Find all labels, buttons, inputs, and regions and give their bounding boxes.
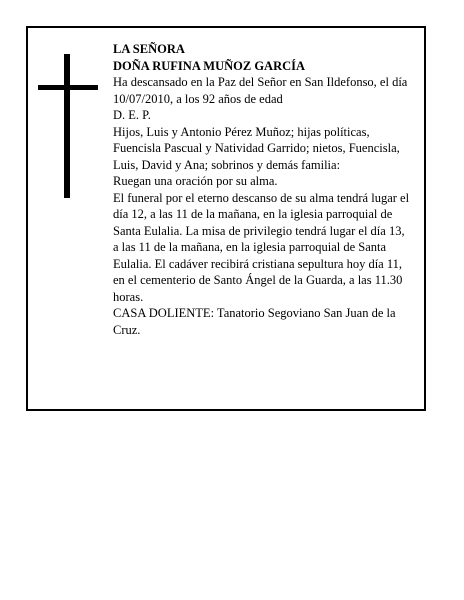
deceased-name: DOÑA RUFINA MUÑOZ GARCÍA [113,58,306,73]
death-announcement: Ha descansado en la Paz del Señor en San Ildefonso, el día 10/07/2010, a los 92 años de edad [113,75,408,106]
cross-horizontal-bar [38,85,98,90]
heading-title: LA SEÑORA [113,42,185,56]
funeral-details: El funeral por el eterno descanso de su alma tendrá lugar el día 12, a las 11 de la mañana, en la iglesia parroquial de Santa Eulalia. La misa de privilegio tendrá lugar el día 13, a las 11 de la mañana, en la iglesia parroquial de Santa Eulalia. El cadáver recibirá cristiana sepultura hoy día 11, en el cementerio de Santo Ángel de la Guarda, a las 11.30 horas. [113,190,410,304]
cross-icon [38,54,98,198]
cross-vertical-bar [64,54,70,198]
rip-line: D. E. P. [113,108,151,122]
prayer-request: Ruegan una oración por su alma. [113,174,278,188]
family-list: Hijos, Luis y Antonio Pérez Muñoz; hijas políticas, Fuencisla Pascual y Natividad Garrido; nietos, Fuencisla, Luis, David y Ana; sobrinos y demás familia: [113,124,400,172]
obituary-text [113,41,413,338]
funeral-home: CASA DOLIENTE: Tanatorio Segoviano San Juan de la Cruz. [113,306,396,337]
